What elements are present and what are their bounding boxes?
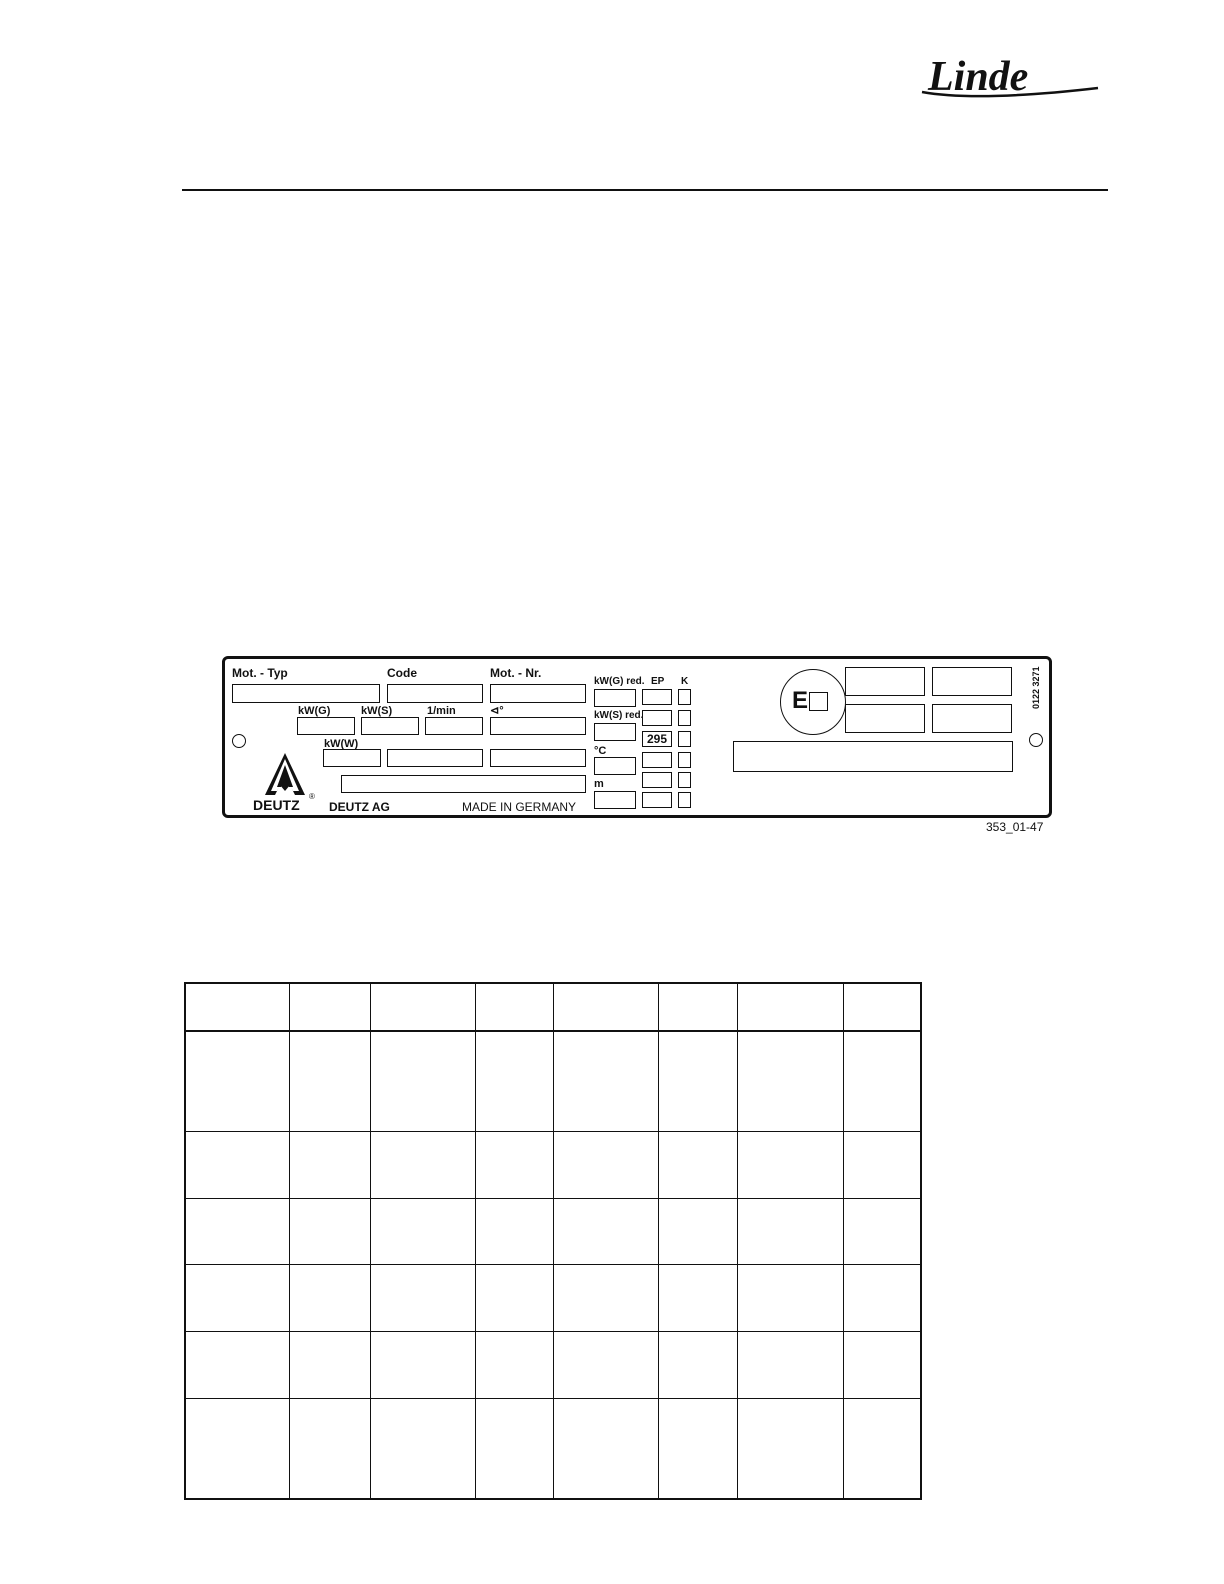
blank-grid-table	[184, 982, 922, 1500]
table-row	[185, 1399, 921, 1499]
ep-box-4	[642, 752, 672, 768]
label-code: Code	[387, 666, 417, 680]
table-row	[185, 1332, 921, 1399]
label-kw-g-red: kW(G) red.	[594, 676, 645, 687]
k-box-4	[678, 752, 691, 768]
ep-box-5	[642, 772, 672, 788]
approval-box-3	[845, 704, 925, 733]
linde-logo	[918, 52, 1108, 104]
ep-box-1	[642, 689, 672, 705]
approval-wide-box	[733, 741, 1013, 772]
field-rpm	[425, 717, 483, 735]
ep-box-6	[642, 792, 672, 808]
figure-reference: 353_01-47	[986, 820, 1044, 834]
label-m: m	[594, 778, 604, 790]
field-row4	[341, 775, 586, 793]
made-in-germany: MADE IN GERMANY	[462, 800, 577, 814]
field-kw-s	[361, 717, 419, 735]
deutz-logo	[249, 751, 321, 813]
deutz-brand: DEUTZ	[253, 797, 300, 813]
field-kw-w	[323, 749, 381, 767]
field-m	[594, 791, 636, 809]
field-code	[387, 684, 483, 703]
field-row3-c	[490, 749, 586, 767]
k-box-6	[678, 792, 691, 808]
k-box-2	[678, 710, 691, 726]
field-mot-nr	[490, 684, 586, 703]
k-box-3	[678, 731, 691, 747]
table-row	[185, 1198, 921, 1265]
e-mark-letter: E	[792, 687, 809, 714]
mounting-hole-right	[1029, 733, 1043, 747]
table-row	[185, 1031, 921, 1131]
ep-box-2	[642, 710, 672, 726]
table-header-row	[185, 983, 921, 1031]
table-row	[185, 1131, 921, 1198]
mounting-hole-left	[232, 734, 246, 748]
label-angle: ⊲°	[490, 705, 504, 717]
approval-box-1	[845, 667, 925, 696]
header-rule	[182, 189, 1108, 191]
label-rpm: 1/min	[427, 705, 456, 717]
field-kw-g	[297, 717, 355, 735]
field-celsius	[594, 757, 636, 775]
approval-box-2	[932, 667, 1012, 696]
field-mot-typ	[232, 684, 380, 703]
approval-box-4	[932, 704, 1012, 733]
k-box-5	[678, 772, 691, 788]
e-mark-square	[809, 692, 828, 711]
linde-logo-text: Linde	[928, 54, 1029, 100]
engine-rating-plate	[222, 656, 1052, 818]
table-row	[185, 1265, 921, 1332]
svg-text:®: ®	[309, 792, 315, 801]
label-kw-s-red: kW(S) red.	[594, 710, 644, 721]
field-kw-s-red	[594, 723, 636, 741]
part-number: 0122 3271	[1031, 666, 1041, 709]
value-295: 295	[646, 732, 668, 746]
label-k: K	[681, 676, 689, 687]
label-kw-g: kW(G)	[298, 705, 331, 717]
label-ep: EP	[651, 676, 665, 687]
label-kw-w: kW(W)	[324, 738, 359, 750]
k-box-1	[678, 689, 691, 705]
company-name: DEUTZ AG	[329, 800, 390, 814]
label-mot-nr: Mot. - Nr.	[490, 666, 542, 680]
label-celsius: °C	[594, 745, 607, 757]
field-angle	[490, 717, 586, 735]
field-row3-b	[387, 749, 483, 767]
field-kw-g-red	[594, 689, 636, 707]
label-mot-typ: Mot. - Typ	[232, 666, 288, 680]
label-kw-s: kW(S)	[361, 705, 393, 717]
